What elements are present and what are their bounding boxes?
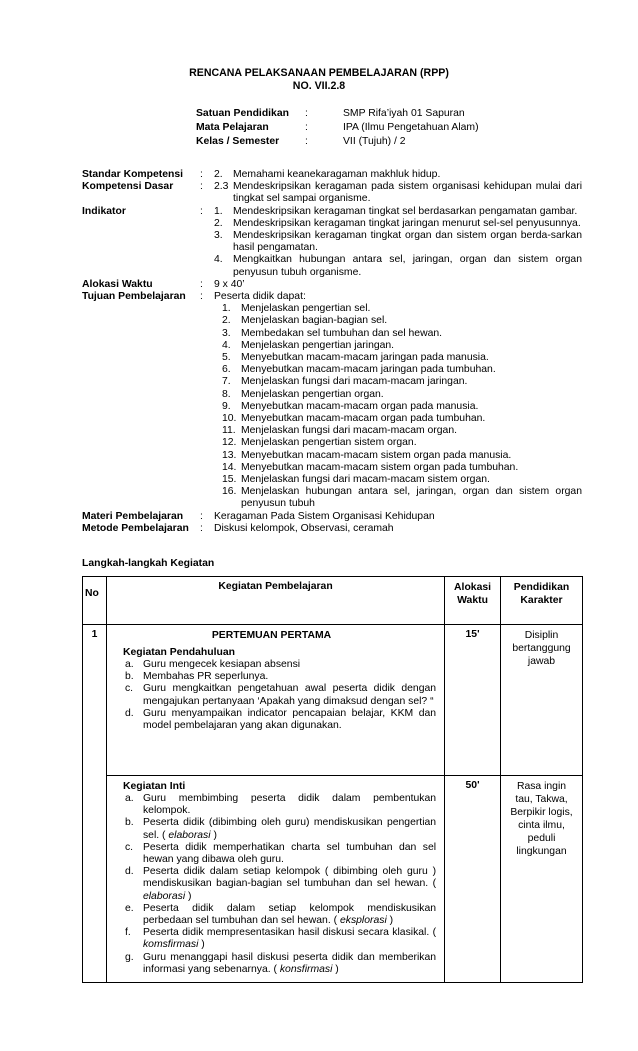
tujuan-text: Menjelaskan hubungan antara sel, jaringan, organ dan sistem organ penyusun tubuh (241, 486, 582, 510)
tujuan-num: 11. (222, 425, 236, 437)
list-item (125, 683, 436, 707)
kompetensi-num: 2.3 (214, 181, 229, 193)
indikator-item (214, 254, 582, 278)
kompetensi-colon: : (200, 181, 203, 193)
row-number: 1 (83, 625, 107, 983)
tujuan-list (214, 303, 582, 510)
tujuan-item (222, 315, 582, 327)
list-item (125, 659, 436, 671)
list-item-letter: c. (124, 841, 134, 853)
tujuan-num: 2. (222, 315, 231, 327)
kompetensi-item (214, 181, 582, 205)
tujuan-num: 10. (222, 413, 237, 425)
list-item (125, 952, 436, 976)
standar-item (214, 169, 582, 181)
list-item-text: Peserta didik memperhatikan charta sel tumbuhan dan sel hewan yang dibawa oleh guru. (142, 841, 437, 866)
tujuan-item (222, 474, 582, 486)
materi-value: Keragaman Pada Sistem Organisasi Kehidupan (214, 510, 435, 522)
tujuan-text: Menyebutkan macam-macam organ pada tumbuhan. (241, 413, 486, 425)
tujuan-num: 15. (222, 474, 237, 486)
identity-colon: : (305, 108, 308, 119)
kompetensi-text: Mendeskripsikan keragaman pada sistem organisasi kehidupan mulai dari tingkat sel sampai organisme. (233, 181, 582, 205)
tujuan-num: 14. (222, 461, 237, 473)
tujuan-row (82, 291, 582, 511)
tujuan-item (222, 462, 582, 474)
list-item-tag: konsfirmasi (279, 963, 333, 975)
identity-row-satuan (196, 108, 596, 122)
alokasi-colon: : (200, 278, 203, 290)
standar-label: Standar Kompetensi (82, 169, 184, 180)
indikator-text: Mengkaitkan hubungan antara sel, jaringan, organ dan sistem organ penyusun tubuh organisme. (233, 254, 582, 278)
indikator-text: Mendeskripsikan keragaman tingkat sel berdasarkan pengamatan gambar. (233, 205, 578, 217)
list-item-letter: a. (124, 659, 134, 670)
indikator-num: 2. (214, 217, 223, 229)
list-item-letter: d. (124, 707, 134, 719)
header-alokasi: Alokasi Waktu (445, 577, 501, 625)
list-item-text: Membahas PR seperlunya. (142, 671, 269, 683)
metode-label: Metode Pembelajaran (82, 522, 189, 534)
tujuan-num: 4. (222, 339, 231, 351)
pendahuluan-heading: Kegiatan Pendahuluan (122, 647, 235, 658)
kompetensi-dasar-row (82, 181, 582, 205)
tujuan-text: Menjelaskan fungsi dari macam-macam organ. (241, 425, 457, 437)
document-number: NO. VII.2.8 (292, 80, 346, 92)
standar-text: Memahami keanekaragaman makhluk hidup. (233, 169, 441, 180)
header-no: No (83, 577, 107, 625)
indikator-text: Mendeskripsikan keragaman tingkat jaringan menurut sel-sel penyusunnya. (233, 217, 581, 229)
indikator-row (82, 206, 582, 279)
identity-label: Satuan Pendidikan (196, 108, 289, 119)
tujuan-num: 3. (222, 327, 231, 339)
inti-time: 50' (445, 776, 501, 983)
kegiatan-inti-cell (106, 776, 444, 983)
tujuan-colon: : (200, 291, 203, 303)
list-item-letter: a. (124, 793, 134, 804)
standar-kompetensi-row (82, 169, 582, 181)
indikator-item (214, 206, 582, 218)
list-item-tag: eksplorasi (339, 915, 387, 927)
tujuan-item (222, 401, 582, 413)
tujuan-text: Menyebutkan macam-macam jaringan pada tumbuhan. (241, 364, 496, 376)
metode-colon: : (200, 522, 203, 534)
tujuan-num: 9. (222, 400, 231, 412)
document-title: RENCANA PELAKSANAAN PEMBELAJARAN (RPP) (189, 67, 449, 79)
indikator-item (214, 230, 582, 254)
tujuan-num: 7. (222, 376, 231, 388)
tujuan-item (222, 340, 582, 352)
indikator-label: Indikator (82, 205, 126, 217)
tujuan-num: 12. (222, 437, 237, 449)
list-item-letter: b. (124, 817, 134, 829)
inti-heading: Kegiatan Inti (122, 781, 186, 792)
standar-colon: : (200, 169, 203, 180)
meeting-title: PERTEMUAN PERTAMA (211, 630, 332, 641)
indikator-text: Mendeskripsikan keragaman tingkat organ dan sistem organ berda-sarkan hasil pengamatan. (233, 230, 582, 254)
tujuan-text: Menjelaskan pengertian sel. (241, 303, 371, 315)
tujuan-num: 13. (222, 449, 237, 461)
meta-block (82, 169, 582, 535)
identity-colon: : (305, 136, 308, 147)
list-item-tag: komsfirmasi (142, 939, 199, 951)
metode-row (82, 523, 582, 535)
tujuan-item (222, 376, 582, 388)
tujuan-text: Menjelaskan pengertian organ. (241, 388, 384, 400)
list-item-letter: f. (124, 927, 131, 939)
list-item-text: Guru mengkaitkan pengetahuan awal peserta didik dengan mengajukan pertanyaan ‘Apakah yang dimaksud dengan sel? “ (142, 683, 437, 707)
tujuan-text: Menjelaskan bagian-bagian sel. (241, 315, 388, 327)
list-item-tag: elaborasi (142, 890, 186, 902)
tujuan-text: Menjelaskan pengertian jaringan. (241, 339, 395, 351)
list-item (125, 866, 436, 903)
identity-value: IPA (Ilmu Pengetahuan Alam) (343, 122, 479, 133)
inti-character: Rasa ingin tau, Takwa, Berpikir logis, cinta ilmu, peduli lingkungan (501, 776, 583, 983)
tujuan-text: Menyebutkan macam-macam jaringan pada manusia. (241, 352, 489, 364)
identity-row-mapel (196, 122, 596, 136)
tujuan-item (222, 328, 582, 340)
table-row (83, 625, 583, 776)
tujuan-item (222, 303, 582, 315)
tujuan-item (222, 364, 582, 376)
list-item-text: Guru menanggapi hasil diskusi peserta didik dan memberikan informasi yang sebenarnya. ( (142, 951, 437, 975)
activity-table (82, 576, 583, 983)
list-item-letter: d. (124, 866, 134, 878)
list-item-letter: e. (124, 902, 134, 914)
identity-value: VII (Tujuh) / 2 (343, 136, 406, 147)
list-item-text: Peserta didik mempresentasikan hasil diskusi secara klasikal. ( (142, 927, 437, 939)
list-item-after: ) (210, 829, 217, 841)
tujuan-item (222, 425, 582, 437)
standar-num: 2. (214, 169, 223, 180)
list-item (125, 927, 436, 951)
indikator-num: 4. (214, 254, 223, 266)
tujuan-item (222, 352, 582, 364)
list-item (125, 903, 436, 927)
materi-label: Materi Pembelajaran (82, 510, 184, 522)
tujuan-text: Menjelaskan fungsi dari macam-macam sistem organ. (241, 474, 490, 486)
alokasi-value: 9 x 40’ (214, 278, 245, 290)
tujuan-num: 1. (222, 303, 231, 315)
header-kegiatan: Kegiatan Pembelajaran (106, 577, 444, 625)
identity-colon: : (305, 122, 308, 133)
table-row (83, 776, 583, 983)
list-item (125, 671, 436, 683)
identity-row-kelas (196, 136, 596, 150)
alokasi-label: Alokasi Waktu (82, 278, 153, 290)
indikator-colon: : (200, 205, 203, 217)
identity-label: Mata Pelajaran (196, 122, 269, 133)
tujuan-num: 6. (222, 364, 231, 376)
list-item-after: ) (386, 915, 394, 927)
tujuan-text: Menjelaskan pengertian sistem organ. (241, 437, 417, 449)
table-header-row (83, 577, 583, 625)
list-item-text: Guru mengecek kesiapan absensi (142, 659, 301, 670)
indikator-item (214, 218, 582, 230)
tujuan-text: Menjelaskan fungsi dari macam-macam jaringan. (241, 376, 468, 388)
list-item (125, 842, 436, 866)
list-item-letter: c. (124, 683, 134, 695)
list-item (125, 708, 436, 732)
list-item-text: Peserta didik dalam setiap kelompok mendiskusikan perbedaan sel tumbuhan dan sel hewan. ( (142, 902, 437, 927)
tujuan-num: 16. (222, 486, 237, 498)
tujuan-item (222, 450, 582, 462)
tujuan-text: Membedakan sel tumbuhan dan sel hewan. (241, 327, 443, 339)
indikator-num: 3. (214, 230, 223, 242)
tujuan-num: 5. (222, 352, 231, 364)
metode-value: Diskusi kelompok, Observasi, ceramah (214, 522, 394, 534)
list-item-after: ) (185, 890, 192, 902)
tujuan-label: Tujuan Pembelajaran (82, 291, 186, 303)
list-item-after: ) (198, 939, 205, 951)
list-item (125, 793, 436, 817)
materi-row (82, 511, 582, 523)
list-item-after: ) (332, 963, 339, 975)
tujuan-item (222, 437, 582, 449)
list-item-text: Peserta didik (dibimbing oleh guru) mendiskusikan pengertian sel. ( (142, 817, 437, 841)
pendahuluan-character: Disiplin bertanggung jawab (501, 625, 583, 776)
tujuan-item (222, 413, 582, 425)
list-item-text: Guru menyampaikan indicator pencapaian belajar, KKM dan model pembelajaran yang akan digunakan. (142, 707, 437, 732)
kegiatan-pendahuluan-cell (106, 625, 444, 776)
identity-label: Kelas / Semester (196, 136, 280, 147)
list-item-letter: b. (124, 671, 134, 683)
langkah-heading: Langkah-langkah Kegiatan (82, 558, 215, 569)
list-item-text: Guru membimbing peserta didik dalam pembentukan kelompok. (142, 793, 437, 817)
list-item-text: Peserta didik dalam setiap kelompok ( dibimbing oleh guru ) mendiskusikan bagian-bagian sel tumbuhan dan sel hewan. ( (142, 866, 437, 890)
pendahuluan-time: 15' (445, 625, 501, 776)
tujuan-item (222, 486, 582, 510)
identity-block (196, 108, 596, 150)
materi-colon: : (200, 510, 203, 522)
tujuan-text: Menyebutkan macam-macam sistem organ pada tumbuhan. (241, 461, 519, 473)
identity-value: SMP Rifa’iyah 01 Sapuran (343, 108, 465, 119)
tujuan-text: Menyebutkan macam-macam sistem organ pada manusia. (241, 449, 512, 461)
header-karakter: Pendidikan Karakter (501, 577, 583, 625)
tujuan-intro: Peserta didik dapat: (214, 291, 306, 303)
kompetensi-label: Kompetensi Dasar (82, 181, 174, 193)
list-item-letter: g. (124, 951, 134, 963)
tujuan-num: 8. (222, 388, 231, 400)
alokasi-waktu-row (82, 279, 582, 291)
list-item-tag: elaborasi (168, 829, 211, 841)
tujuan-text: Menyebutkan macam-macam organ pada manusia. (241, 400, 479, 412)
indikator-num: 1. (214, 205, 223, 217)
tujuan-item (222, 389, 582, 401)
list-item (125, 817, 436, 841)
